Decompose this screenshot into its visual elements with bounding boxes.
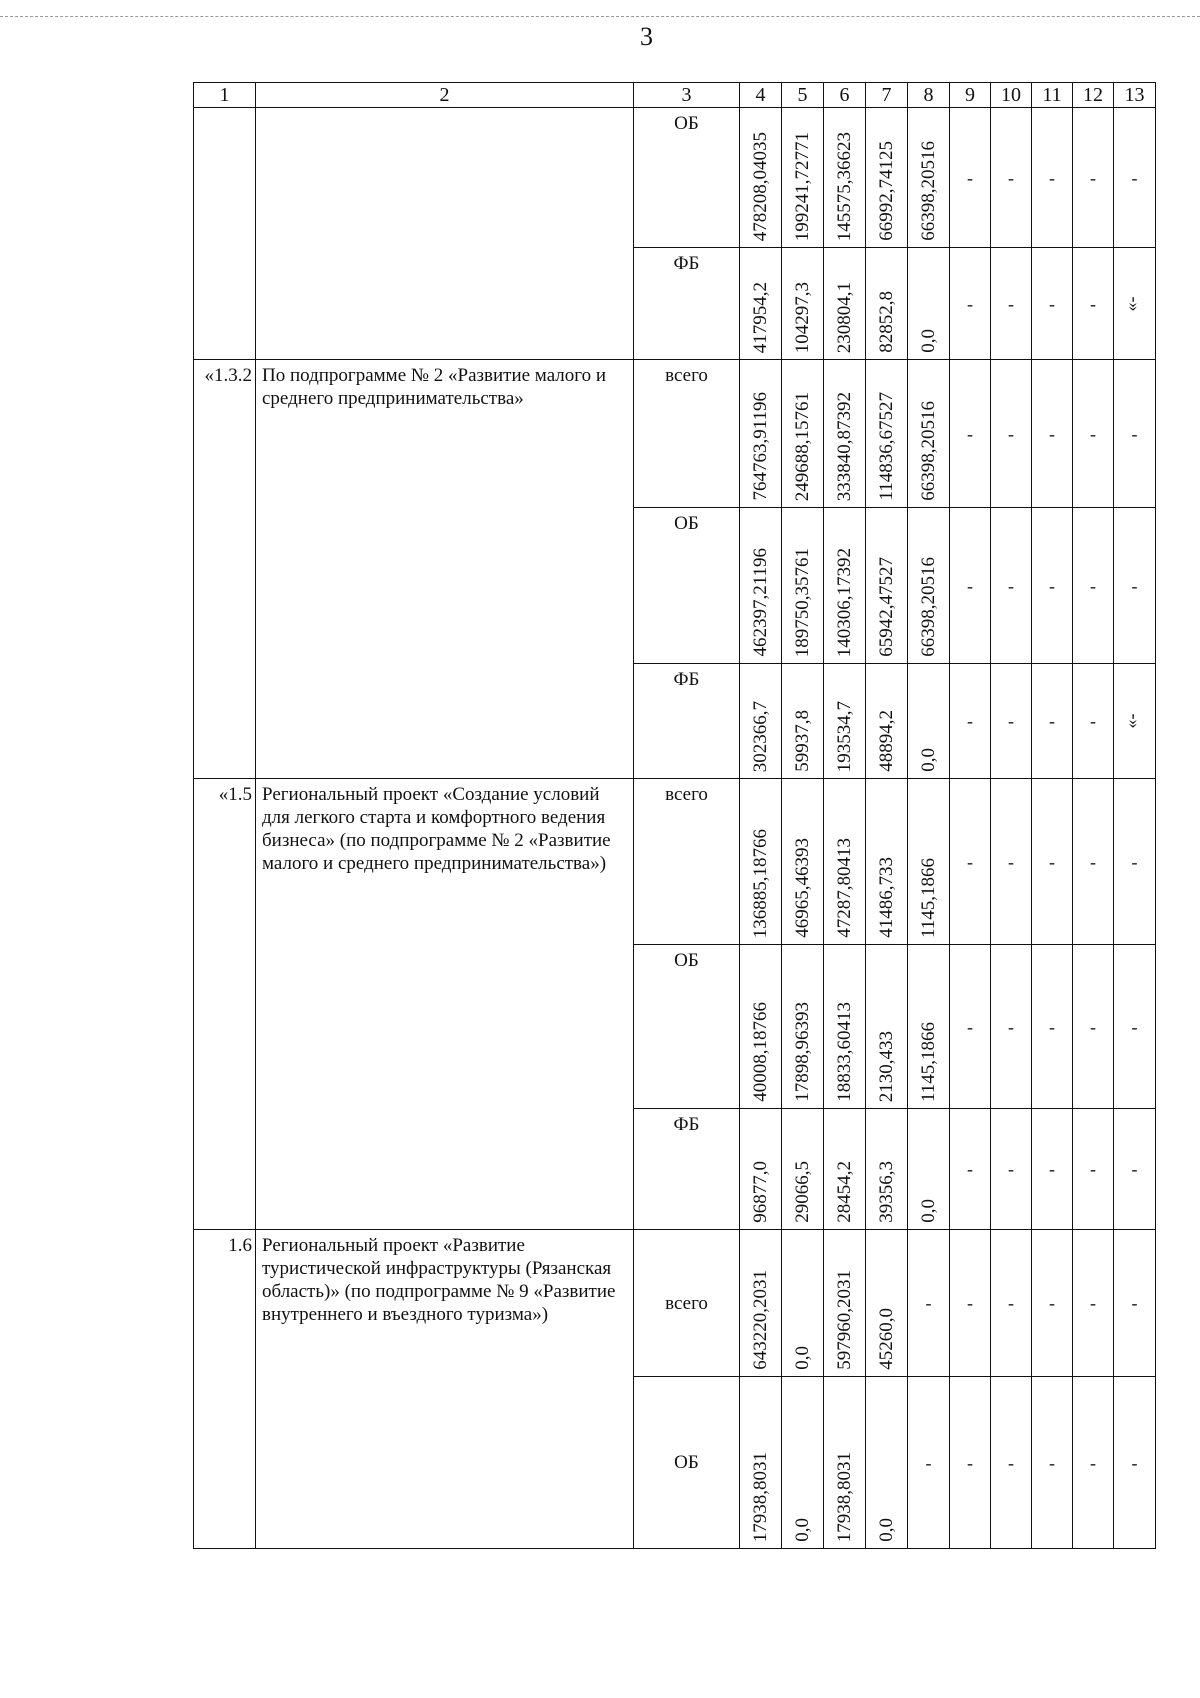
amount-value: 17938,8031 bbox=[749, 1451, 771, 1542]
funding-source-cell: ОБ bbox=[634, 508, 740, 664]
amount-value: 114836,67527 bbox=[875, 392, 897, 501]
empty-dash: - bbox=[1090, 1159, 1096, 1179]
column-number: 2 bbox=[256, 83, 634, 108]
amount-value: 0,0 bbox=[917, 1199, 939, 1223]
amount-cell bbox=[866, 1109, 908, 1230]
amount-value: 96877,0 bbox=[749, 1161, 771, 1223]
column-number: 10 bbox=[991, 83, 1032, 108]
amount-value: 478208,04035 bbox=[749, 131, 771, 241]
empty-cell bbox=[1073, 1230, 1114, 1377]
amount-value: 48894,2 bbox=[875, 710, 897, 772]
amount-value: 417954,2 bbox=[749, 281, 771, 353]
empty-dash: - bbox=[1049, 1293, 1055, 1313]
empty-dash: - bbox=[967, 711, 973, 731]
column-number: 1 bbox=[194, 83, 256, 108]
amount-cell bbox=[824, 1377, 866, 1549]
amount-cell bbox=[866, 1230, 908, 1377]
funding-source-cell: ФБ bbox=[634, 248, 740, 360]
amount-value: 462397,21196 bbox=[749, 548, 771, 657]
amount-value: 0,0 bbox=[875, 1518, 897, 1542]
amount-value: 136885,18766 bbox=[749, 828, 771, 938]
amount-cell bbox=[782, 1377, 824, 1549]
amount-value: 66992,74125 bbox=[875, 141, 897, 241]
table-row bbox=[194, 360, 1156, 508]
amount-cell bbox=[740, 248, 782, 360]
empty-cell bbox=[1073, 248, 1114, 360]
empty-dash: - bbox=[1131, 1293, 1138, 1313]
amount-value: 189750,35761 bbox=[791, 547, 813, 657]
empty-cell bbox=[1032, 360, 1073, 508]
item-name-cell bbox=[256, 108, 634, 360]
amount-value: 2130,433 bbox=[875, 1030, 897, 1102]
empty-dash: - bbox=[1090, 1293, 1096, 1313]
item-code-cell: 1.6 bbox=[194, 1230, 256, 1549]
amount-value: 0,0 bbox=[917, 748, 939, 772]
empty-cell bbox=[950, 664, 991, 779]
amount-value: 66398,20516 bbox=[917, 401, 939, 501]
item-name-cell: Региональный проект «Создание условий для легкого старта и комфортного ведения бизнеса» (по подпрограмме № 2 «Развитие малого и среднего предпринимательства») bbox=[256, 779, 634, 1230]
empty-dash: - bbox=[1008, 851, 1014, 872]
amount-cell bbox=[908, 1109, 950, 1230]
empty-dash: - bbox=[1008, 1452, 1014, 1473]
empty-dash: - bbox=[1131, 423, 1138, 444]
table-row bbox=[194, 779, 1156, 945]
funding-source-cell: ОБ bbox=[634, 1377, 740, 1549]
column-number: 12 bbox=[1073, 83, 1114, 108]
funding-source-cell: всего bbox=[634, 779, 740, 945]
empty-dash: - bbox=[1008, 167, 1014, 188]
amount-cell bbox=[866, 508, 908, 664]
empty-cell bbox=[991, 779, 1032, 945]
amount-cell bbox=[824, 360, 866, 508]
empty-cell bbox=[991, 1230, 1032, 1377]
empty-cell bbox=[1114, 508, 1156, 664]
funding-source-cell: ФБ bbox=[634, 1109, 740, 1230]
amount-value: 104297,3 bbox=[791, 281, 813, 353]
funding-source-cell: ФБ bbox=[634, 664, 740, 779]
empty-cell bbox=[1073, 1377, 1114, 1549]
amount-value: 1145,1866 bbox=[917, 857, 939, 938]
empty-dash: - bbox=[1131, 1016, 1138, 1037]
page-number: 3 bbox=[640, 22, 653, 51]
item-name-cell: По подпрограмме № 2 «Развитие малого и среднего предпринимательства» bbox=[256, 360, 634, 779]
amount-cell bbox=[866, 108, 908, 248]
empty-dash: - bbox=[967, 575, 973, 596]
empty-cell bbox=[1032, 779, 1073, 945]
amount-cell bbox=[908, 779, 950, 945]
amount-value: 249688,15761 bbox=[791, 391, 813, 501]
empty-cell bbox=[1032, 248, 1073, 360]
empty-dash: - bbox=[1049, 851, 1055, 872]
empty-dash: - bbox=[1049, 1452, 1055, 1473]
empty-dash: - bbox=[1090, 167, 1096, 188]
amount-value: 66398,20516 bbox=[917, 557, 939, 657]
amount-cell bbox=[782, 360, 824, 508]
amount-cell bbox=[740, 108, 782, 248]
empty-dash: - bbox=[1090, 423, 1096, 444]
empty-cell bbox=[1073, 779, 1114, 945]
empty-dash: - bbox=[1049, 293, 1055, 314]
amount-value: 47287,80413 bbox=[833, 838, 855, 938]
amount-cell bbox=[908, 664, 950, 779]
empty-dash: - bbox=[967, 423, 973, 444]
empty-cell bbox=[1114, 248, 1156, 360]
amount-value: 82852,8 bbox=[875, 291, 897, 353]
empty-dash: - bbox=[1049, 1016, 1055, 1037]
amount-cell bbox=[908, 508, 950, 664]
empty-dash: - bbox=[1008, 1293, 1014, 1313]
amount-cell bbox=[824, 1109, 866, 1230]
empty-cell bbox=[1114, 1377, 1156, 1549]
amount-value: 140306,17392 bbox=[833, 547, 855, 657]
empty-dash: - bbox=[1049, 1159, 1055, 1179]
empty-dash: - bbox=[1049, 711, 1055, 731]
empty-dash: - bbox=[967, 1293, 973, 1313]
empty-cell bbox=[1114, 360, 1156, 508]
amount-cell bbox=[866, 248, 908, 360]
amount-cell bbox=[740, 508, 782, 664]
amount-cell bbox=[740, 1230, 782, 1377]
amount-cell bbox=[824, 664, 866, 779]
empty-cell bbox=[991, 508, 1032, 664]
column-number: 3 bbox=[634, 83, 740, 108]
amount-cell bbox=[782, 108, 824, 248]
empty-dash: - bbox=[1090, 851, 1096, 872]
amount-value: 302366,7 bbox=[749, 700, 771, 772]
empty-cell bbox=[1114, 945, 1156, 1109]
closing-quote-mark: -» bbox=[1124, 296, 1145, 311]
amount-cell bbox=[782, 508, 824, 664]
column-number: 7 bbox=[866, 83, 908, 108]
amount-value: 46965,46393 bbox=[791, 838, 813, 938]
empty-dash: - bbox=[1008, 423, 1014, 444]
empty-dash: - bbox=[967, 167, 973, 188]
empty-cell bbox=[1073, 508, 1114, 664]
funding-source-cell: всего bbox=[634, 360, 740, 508]
empty-dash: - bbox=[1049, 167, 1055, 188]
empty-cell bbox=[991, 664, 1032, 779]
empty-cell bbox=[950, 360, 991, 508]
funding-source-cell: ОБ bbox=[634, 945, 740, 1109]
empty-cell bbox=[1032, 1109, 1073, 1230]
item-name-cell: Региональный проект «Развитие туристической инфраструктуры (Рязанская область)» (по подпрограмме № 9 «Развитие внутреннего и въездного туризма») bbox=[256, 1230, 634, 1549]
column-number: 13 bbox=[1114, 83, 1156, 108]
empty-dash: - bbox=[1090, 711, 1096, 731]
amount-value: 17938,8031 bbox=[833, 1451, 855, 1542]
empty-dash: - bbox=[1008, 1016, 1014, 1037]
amount-cell bbox=[740, 360, 782, 508]
amount-cell bbox=[824, 1230, 866, 1377]
column-number: 11 bbox=[1032, 83, 1073, 108]
empty-cell bbox=[1114, 1109, 1156, 1230]
empty-dash: - bbox=[1090, 293, 1096, 314]
empty-dash: - bbox=[1008, 293, 1014, 314]
column-number: 6 bbox=[824, 83, 866, 108]
empty-cell bbox=[950, 1377, 991, 1549]
top-scan-rule bbox=[0, 16, 1200, 17]
amount-cell bbox=[824, 779, 866, 945]
empty-cell bbox=[991, 248, 1032, 360]
amount-value: 764763,91196 bbox=[749, 392, 771, 501]
empty-cell bbox=[1073, 108, 1114, 248]
amount-cell bbox=[866, 360, 908, 508]
empty-cell bbox=[991, 945, 1032, 1109]
finance-table bbox=[193, 82, 1156, 1549]
amount-cell bbox=[782, 779, 824, 945]
empty-dash: - bbox=[1131, 1159, 1138, 1179]
amount-value: 1145,1866 bbox=[917, 1021, 939, 1102]
closing-quote-mark: -» bbox=[1124, 713, 1145, 729]
funding-source-cell: всего bbox=[634, 1230, 740, 1377]
empty-cell bbox=[1073, 945, 1114, 1109]
empty-dash: - bbox=[1090, 1016, 1096, 1037]
empty-cell bbox=[1114, 108, 1156, 248]
amount-cell bbox=[908, 248, 950, 360]
empty-cell bbox=[950, 508, 991, 664]
empty-dash: - bbox=[1049, 423, 1055, 444]
amount-value: 643220,2031 bbox=[749, 1270, 771, 1370]
empty-cell bbox=[1032, 508, 1073, 664]
amount-value: 40008,18766 bbox=[749, 1002, 771, 1102]
column-number: 5 bbox=[782, 83, 824, 108]
amount-value: 66398,20516 bbox=[917, 141, 939, 241]
amount-cell bbox=[740, 779, 782, 945]
column-number: 4 bbox=[740, 83, 782, 108]
empty-dash: - bbox=[925, 1452, 932, 1473]
amount-value: 17898,96393 bbox=[791, 1002, 813, 1102]
empty-cell bbox=[991, 1109, 1032, 1230]
amount-cell bbox=[740, 1109, 782, 1230]
amount-value: 29066,5 bbox=[791, 1161, 813, 1223]
empty-dash: - bbox=[1008, 1159, 1014, 1179]
empty-dash: - bbox=[1090, 575, 1096, 596]
empty-dash: - bbox=[1131, 167, 1138, 188]
column-number-row bbox=[194, 83, 1156, 108]
empty-dash: - bbox=[1049, 575, 1055, 596]
empty-cell bbox=[991, 1377, 1032, 1549]
column-number: 9 bbox=[950, 83, 991, 108]
amount-cell bbox=[782, 945, 824, 1109]
amount-value: 39356,3 bbox=[875, 1161, 897, 1223]
empty-cell bbox=[991, 360, 1032, 508]
empty-cell bbox=[1114, 1230, 1156, 1377]
amount-cell bbox=[782, 1109, 824, 1230]
amount-cell bbox=[866, 779, 908, 945]
empty-dash: - bbox=[1008, 575, 1014, 596]
amount-cell bbox=[824, 248, 866, 360]
empty-cell bbox=[1032, 108, 1073, 248]
amount-cell bbox=[908, 945, 950, 1109]
item-code-cell bbox=[194, 108, 256, 360]
item-code-cell: «1.5 bbox=[194, 779, 256, 1230]
empty-dash: - bbox=[925, 1293, 932, 1313]
amount-cell bbox=[782, 1230, 824, 1377]
amount-cell bbox=[866, 664, 908, 779]
empty-cell bbox=[1073, 664, 1114, 779]
amount-value: 18833,60413 bbox=[833, 1002, 855, 1102]
empty-cell bbox=[950, 248, 991, 360]
empty-dash: - bbox=[1008, 711, 1014, 731]
amount-cell bbox=[908, 1230, 950, 1377]
empty-cell bbox=[1032, 1377, 1073, 1549]
empty-cell bbox=[950, 1109, 991, 1230]
amount-cell bbox=[782, 664, 824, 779]
amount-cell bbox=[908, 360, 950, 508]
amount-value: 28454,2 bbox=[833, 1161, 855, 1223]
item-code-cell: «1.3.2 bbox=[194, 360, 256, 779]
amount-cell bbox=[824, 108, 866, 248]
amount-value: 0,0 bbox=[917, 329, 939, 353]
empty-dash: - bbox=[967, 851, 973, 872]
amount-value: 59937,8 bbox=[791, 710, 813, 772]
amount-cell bbox=[740, 1377, 782, 1549]
empty-dash: - bbox=[967, 1159, 973, 1179]
amount-cell bbox=[824, 508, 866, 664]
amount-value: 333840,87392 bbox=[833, 391, 855, 501]
empty-cell bbox=[1114, 779, 1156, 945]
empty-cell bbox=[1032, 664, 1073, 779]
amount-cell bbox=[908, 1377, 950, 1549]
empty-cell bbox=[1032, 945, 1073, 1109]
table-row bbox=[194, 1230, 1156, 1377]
amount-cell bbox=[824, 945, 866, 1109]
empty-cell bbox=[1114, 664, 1156, 779]
empty-cell bbox=[1032, 1230, 1073, 1377]
amount-value: 193534,7 bbox=[833, 700, 855, 772]
table-body bbox=[194, 108, 1156, 1549]
empty-cell bbox=[1073, 1109, 1114, 1230]
amount-value: 230804,1 bbox=[833, 281, 855, 353]
amount-cell bbox=[740, 664, 782, 779]
empty-cell bbox=[1073, 360, 1114, 508]
amount-cell bbox=[782, 248, 824, 360]
empty-cell bbox=[950, 945, 991, 1109]
amount-value: 0,0 bbox=[791, 1346, 813, 1370]
amount-cell bbox=[908, 108, 950, 248]
empty-dash: - bbox=[1131, 851, 1138, 872]
amount-cell bbox=[740, 945, 782, 1109]
amount-value: 597960,2031 bbox=[833, 1270, 855, 1370]
amount-cell bbox=[866, 945, 908, 1109]
amount-value: 145575,36623 bbox=[833, 131, 855, 241]
amount-value: 41486,733 bbox=[875, 857, 897, 938]
empty-dash: - bbox=[1131, 575, 1138, 596]
amount-value: 45260,0 bbox=[875, 1308, 897, 1370]
empty-dash: - bbox=[967, 1452, 973, 1473]
amount-value: 199241,72771 bbox=[791, 131, 813, 241]
empty-cell bbox=[950, 108, 991, 248]
empty-cell bbox=[950, 1230, 991, 1377]
empty-dash: - bbox=[967, 1016, 973, 1037]
amount-value: 0,0 bbox=[791, 1518, 813, 1542]
column-number: 8 bbox=[908, 83, 950, 108]
empty-cell bbox=[950, 779, 991, 945]
empty-dash: - bbox=[1131, 1452, 1138, 1473]
empty-dash: - bbox=[967, 293, 973, 314]
amount-cell bbox=[866, 1377, 908, 1549]
empty-cell bbox=[991, 108, 1032, 248]
empty-dash: - bbox=[1090, 1452, 1096, 1473]
table-row bbox=[194, 108, 1156, 248]
funding-source-cell: ОБ bbox=[634, 108, 740, 248]
amount-value: 65942,47527 bbox=[875, 557, 897, 657]
